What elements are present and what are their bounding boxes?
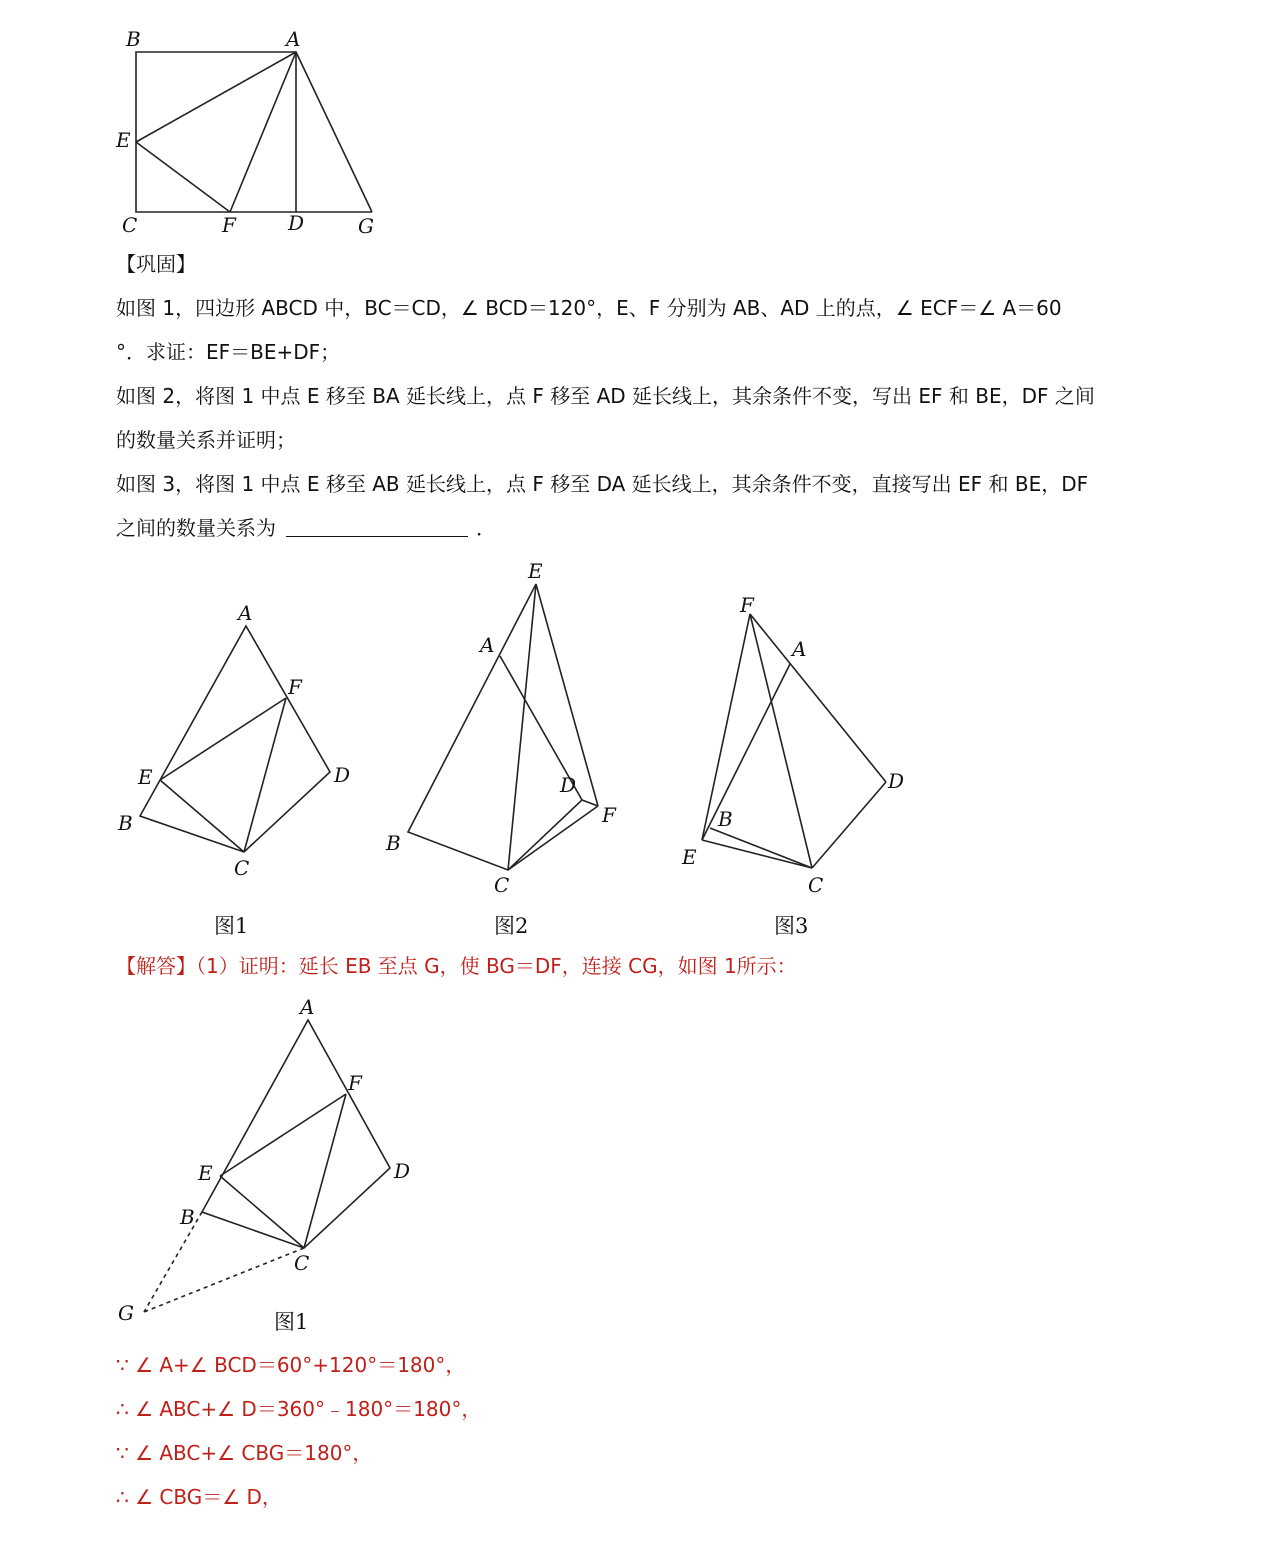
three-figures — [100, 555, 940, 945]
fig2-label-b: B — [386, 831, 401, 855]
segment-fc-fig2 — [508, 806, 598, 870]
quad-abcd-solution — [202, 1020, 390, 1248]
label-d: D — [288, 211, 305, 235]
fig3-label-b: B — [718, 807, 733, 831]
section-heading: 【巩固】 — [116, 252, 196, 276]
segment-af — [230, 52, 296, 212]
fig2-caption: 图2 — [494, 914, 529, 938]
segment-df-fig2 — [582, 800, 598, 806]
answer-blank — [286, 518, 468, 537]
label-e: E — [116, 128, 131, 152]
fig3-label-e: E — [682, 845, 697, 869]
segment-ae — [136, 52, 296, 142]
fig3-label-a: A — [792, 637, 807, 661]
solution-label-f: F — [348, 1071, 362, 1095]
segment-ec-fig1 — [160, 780, 244, 852]
fig2-label-c: C — [494, 873, 510, 897]
solution-step-4: ∴ ∠ CBG＝∠ D， — [116, 1485, 282, 1509]
fig2-label-d: D — [560, 773, 577, 797]
segment-ec-fig2 — [508, 584, 536, 870]
solution-label-e: E — [198, 1161, 213, 1185]
solution-label-a: A — [300, 995, 315, 1019]
problem-line-5: 如图 3，将图 1 中点 E 移至 AB 延长线上，点 F 移至 DA 延长线上，其余条件不变，直接写出 EF 和 BE，DF — [116, 472, 1089, 496]
segment-cg-dashed — [144, 1248, 304, 1312]
fig2-label-f: F — [602, 803, 616, 827]
solution-figure-caption: 图1 — [274, 1310, 309, 1334]
label-g: G — [358, 214, 374, 238]
solution-step-2: ∴ ∠ ABC+∠ D＝360°﹣180°＝180°， — [116, 1397, 482, 1421]
problem-line-6 — [116, 517, 496, 539]
solution-step-3: ∵ ∠ ABC+∠ CBG＝180°， — [116, 1441, 373, 1465]
problem-line-2: °．求证：EF＝BE+DF； — [116, 340, 341, 364]
fig1-label-e: E — [138, 765, 153, 789]
fig1-label-d: D — [334, 763, 351, 787]
top-square-figure — [110, 22, 390, 242]
square-abcd — [136, 52, 296, 212]
solution-label-c: C — [294, 1251, 310, 1275]
solution-label-g: G — [118, 1301, 134, 1325]
solution-label-d: D — [394, 1159, 411, 1183]
fig2-label-a: A — [480, 633, 495, 657]
segment-ag — [296, 52, 372, 212]
fig1-label-b: B — [118, 811, 133, 835]
segment-bc-fig3 — [710, 828, 812, 868]
fig3-label-d: D — [888, 769, 905, 793]
segment-ec-solution — [220, 1176, 304, 1248]
solution-figure — [110, 990, 430, 1340]
segment-dc-fig3 — [812, 782, 886, 868]
fig3-label-c: C — [808, 873, 824, 897]
fig2-label-e: E — [528, 559, 543, 583]
fig1-label-c: C — [234, 856, 250, 880]
label-f: F — [222, 213, 236, 237]
segment-ec-fig3 — [702, 840, 812, 868]
fig1-label-f: F — [288, 675, 302, 699]
outline-fig2 — [408, 584, 582, 870]
fig3-label-f: F — [740, 593, 754, 617]
figure-3 — [681, 593, 904, 938]
label-a: A — [286, 27, 301, 51]
problem-line-1: 如图 1，四边形 ABCD 中，BC＝CD，∠ BCD＝120°，E、F 分别为 AB、AD 上的点，∠ ECF＝∠ A＝60 — [116, 296, 1062, 320]
solution-step-1: ∵ ∠ A+∠ BCD＝60°+120°＝180°， — [116, 1353, 466, 1377]
figure-2 — [385, 559, 617, 938]
solution-heading: 【解答】（1）证明：延长 EB 至点 G，使 BG＝DF，连接 CG，如图 1所示： — [116, 954, 797, 978]
label-c: C — [122, 213, 138, 237]
label-b: B — [126, 27, 141, 51]
problem-line-6-prefix: 之间的数量关系为 — [116, 516, 276, 540]
solution-label-b: B — [180, 1205, 195, 1229]
problem-line-4: 的数量关系并证明； — [116, 428, 296, 452]
fig1-caption: 图1 — [214, 914, 249, 938]
segment-ef — [136, 142, 230, 212]
problem-line-3: 如图 2，将图 1 中点 E 移至 BA 延长线上，点 F 移至 AD 延长线上，其余条件不变，写出 EF 和 BE，DF 之间 — [116, 384, 1095, 408]
segment-ea-fig3 — [702, 664, 790, 840]
quad-abcd-fig1 — [140, 626, 330, 852]
problem-line-6-suffix: ． — [476, 516, 496, 540]
figure-1 — [117, 601, 350, 938]
fig1-label-a: A — [238, 601, 253, 625]
fig3-caption: 图3 — [774, 914, 809, 938]
